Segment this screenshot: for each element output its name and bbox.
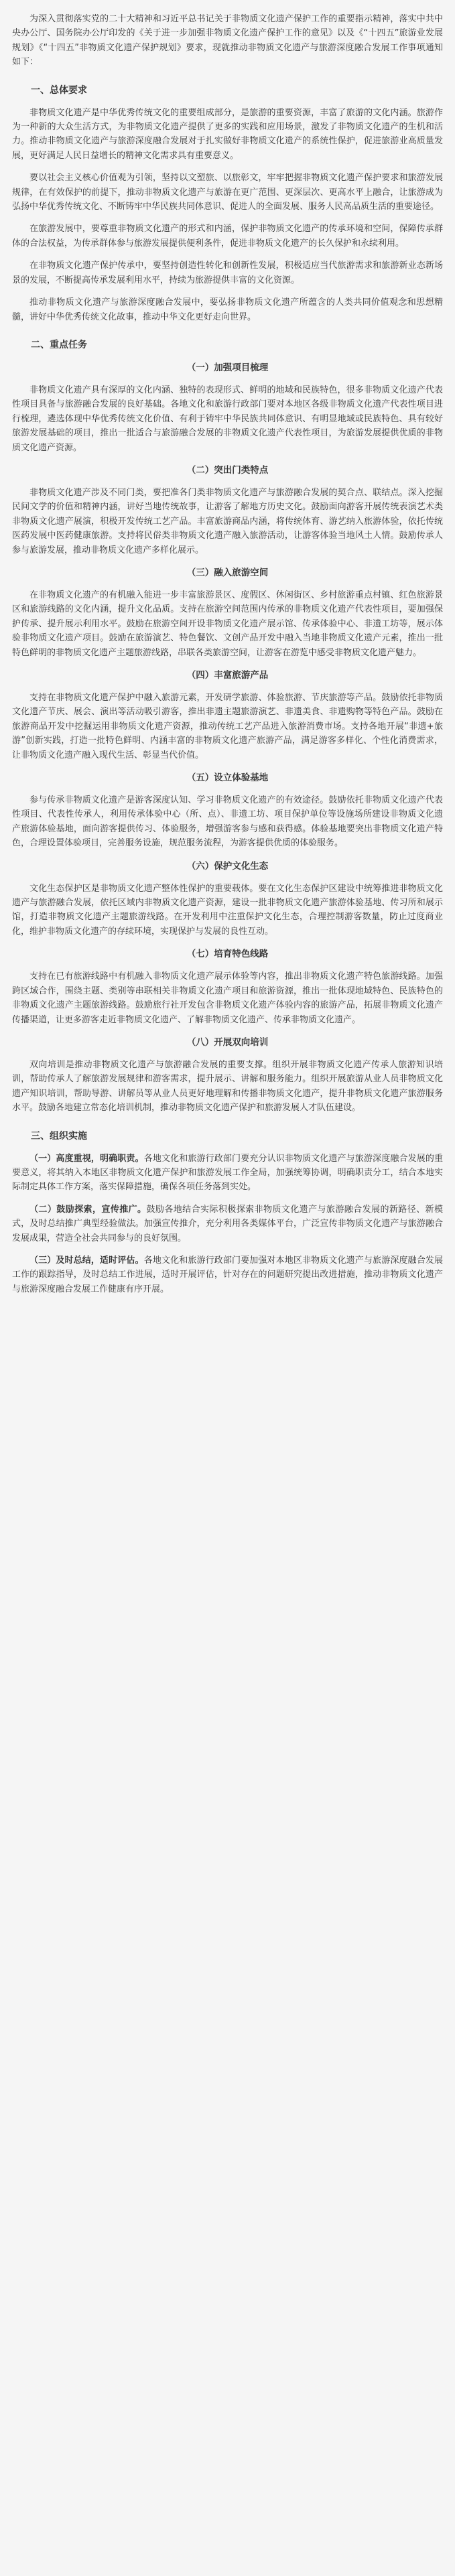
paragraph: 非物质文化遗产具有深厚的文化内涵、独特的表现形式、鲜明的地域和民族特色，很多非物质文化遗产代表性项目具备与旅游融合发展的良好基础。各地文化和旅游行政部门要对本地区各级非物质文化遗产代表性项目进行梳理，遴选体现中华优秀传统文化价值、有利于铸牢中华民族共同体意识、有明显地域或民族特色、具有较好旅游发展基础的项目，推出一批适合与旅游融合发展的非物质文化遗产代表性项目，为旅游发展提供优质的非物质文化遗产资源。	[12, 385, 443, 453]
subsection-heading: （四）丰富旅游产品	[186, 670, 269, 681]
paragraph: 非物质文化遗产涉及不同门类，要把准各门类非物质文化遗产与旅游融合发展的契合点、联结点。深入挖掘民间文学的价值和精神内涵，讲好当地传统故事，让游客了解地方历史文化。鼓励面向游客开展传统表演艺术类非物质文化遗产展演，积极开发传统工艺产品。丰富旅游商品内涵，将传统体育、游艺纳入旅游体验，依托传统医药发展中医药健康旅游。支持将民俗类非物质文化遗产融入旅游活动，让游客体验当地风土人情。鼓励传承人参与旅游发展，推动非物质文化遗产多样化展示。	[12, 487, 443, 555]
subsection-heading: （六）保护文化生态	[186, 860, 269, 872]
section-heading: 一、总体要求	[31, 84, 87, 96]
subsection-heading: （八）开展双向培训	[186, 1036, 269, 1048]
paragraph: 非物质文化遗产是中华优秀传统文化的重要组成部分，是旅游的重要资源，丰富了旅游的文化内涵。旅游作为一种新的大众生活方式，为非物质文化遗产提供了更多的实践和应用场景，激发了非物质文化遗产的生机和活力。推动非物质文化遗产与旅游深度融合发展对于扎实做好非物质文化遗产的系统性保护，促进旅游业高质量发展，更好满足人民日益增长的精神文化需求具有重要意义。	[12, 107, 443, 161]
paragraph: 为深入贯彻落实党的二十大精神和习近平总书记关于非物质文化遗产保护工作的重要指示精神，落实中共中央办公厅、国务院办公厅印发的《关于进一步加强非物质文化遗产保护工作的意见》以及《“十四五”旅游业发展规划》《“十四五”非物质文化遗产保护规划》要求，现就推动非物质文化遗产与旅游深度融合发展工作事项通知如下：	[12, 14, 443, 68]
paragraph: 参与传承非物质文化遗产是游客深度认知、学习非物质文化遗产的有效途径。鼓励依托非物质文化遗产代表性项目、代表性传承人，利用传承体验中心（所、点）、非遗工坊、项目保护单位等设施场所建设非物质文化遗产旅游体验基地，面向游客提供传习、体验服务，增强游客参与感和获得感。体验基地要突出非物质文化遗产特色，合理设置体验项目，完善服务设施，规范服务流程，为游客提供优质的体验服务。	[12, 795, 443, 849]
subsection-heading: （一）加强项目梳理	[186, 362, 269, 373]
section-heading: 三、组织实施	[31, 1130, 87, 1142]
paragraph	[12, 1253, 443, 1296]
paragraph: 支持在已有旅游线路中有机融入非物质文化遗产展示体验等内容，推出非物质文化遗产特色旅游线路。加强跨区域合作，围绕主题、类别等串联相关非物质文化遗产项目和旅游资源，推出一批体现地域特色、民族特色的非物质文化遗产主题旅游线路。鼓励旅行社开发包含非物质文化遗产体验内容的旅游产品，拓展非物质文化遗产传播渠道，让更多游客走近非物质文化遗产、了解非物质文化遗产、传承非物质文化遗产。	[12, 971, 443, 1025]
paragraph-lead: （二）鼓励探索，宣传推广。	[29, 1204, 147, 1215]
paragraph-text: 各地文化和旅游行政部门要加强对本地区非物质文化遗产与旅游深度融合发展工作的跟踪指导，及时总结工作进展，适时开展评估，针对存在的问题研究提出改进措施，推动非物质文化遗产与旅游深度融合发展工作健康有序开展。	[12, 1255, 443, 1294]
paragraph: 推动非物质文化遗产与旅游深度融合发展中，要弘扬非物质文化遗产所蕴含的人类共同价值观念和思想精髓，讲好中华优秀传统文化故事，推动中华文化更好走向世界。	[12, 297, 443, 322]
paragraph-text: 各地文化和旅游行政部门要充分认识非物质文化遗产与旅游深度融合发展的重要意义，将其纳入本地区非物质文化遗产保护和旅游发展工作全局，加强统筹协调，明确职责分工，结合本地实际制定具体工作方案，落实保障措施，确保各项任务落到实处。	[12, 1153, 443, 1193]
subsection-heading: （二）突出门类特点	[186, 464, 269, 476]
paragraph: 在旅游发展中，要尊重非物质文化遗产的形式和内涵，保护非物质文化遗产的传承环境和空间，保障传承群体的合法权益，为传承群体参与旅游发展提供便利条件，促进非物质文化遗产的长久保护和永续利用。	[12, 224, 443, 249]
subsection-heading: （五）设立体验基地	[186, 772, 269, 784]
paragraph: 在非物质文化遗产的有机融入能进一步丰富旅游景区、度假区、休闲街区、乡村旅游重点村镇、红色旅游景区和旅游线路的文化内涵，提升文化品质。支持在旅游空间范围内传承的非物质文化遗产代表性项目，要加强保护传承、提升展示利用水平。鼓励在旅游空间开设非物质文化遗产展示馆、传承体验中心、非遗工坊等，展示体验非物质文化遗产项目。鼓励在旅游演艺、特色餐饮、文创产品开发中融入当地非物质文化遗产元素，推出一批特色鲜明的非物质文化遗产主题旅游线路，串联各类旅游空间，让游客在游览中感受非物质文化遗产魅力。	[12, 590, 443, 658]
paragraph: 支持在非物质文化遗产保护中融入旅游元素，开发研学旅游、体验旅游、节庆旅游等产品。鼓励依托非物质文化遗产节庆、展会、演出等活动吸引游客，推出非遗主题旅游演艺、非遗美食、非遗购物等特色产品。鼓励在旅游商品开发中挖掘运用非物质文化遗产资源，推动传统工艺产品进入旅游消费市场。支持各地开展“非遗+旅游”创新实践，打造一批特色鲜明、内涵丰富的非物质文化遗产旅游产品，满足游客多样化、个性化消费需求，让非物质文化遗产融入现代生活、彰显当代价值。	[12, 693, 443, 760]
subsection-heading: （七）培育特色线路	[186, 949, 269, 960]
subsection-heading: （三）融入旅游空间	[186, 567, 269, 578]
paragraph: 文化生态保护区是非物质文化遗产整体性保护的重要载体。要在文化生态保护区建设中统筹推进非物质文化遗产与旅游融合发展，依托区域内非物质文化遗产资源，建设一批非物质文化遗产旅游体验基地、传习所和展示馆，打造非物质文化遗产主题旅游线路。在开发利用中注重保护文化生态，合理控制游客数量，防止过度商业化，维护非物质文化遗产的存续环境，实现保护与发展的良性互动。	[12, 883, 443, 937]
paragraph	[12, 1152, 443, 1195]
paragraph: 要以社会主义核心价值观为引领，坚持以文塑旅、以旅彰文，牢牢把握非物质文化遗产保护要求和旅游发展规律，在有效保护的前提下，推动非物质文化遗产与旅游在更广范围、更深层次、更高水平上融合，让旅游成为弘扬中华优秀传统文化、不断铸牢中华民族共同体意识、促进人的全面发展、服务人民高品质生活的重要途径。	[12, 173, 443, 212]
paragraph-text: 鼓励各地结合实际积极探索非物质文化遗产与旅游融合发展的新路径、新模式，及时总结推广典型经验做法。加强宣传推介，充分利用各类媒体平台，广泛宣传非物质文化遗产与旅游融合发展成果，营造全社会共同参与的良好氛围。	[12, 1204, 443, 1243]
paragraph-lead: （一）高度重视，明确职责。	[29, 1153, 144, 1164]
paragraph-lead: （三）及时总结，适时评估。	[29, 1255, 144, 1266]
paragraph	[12, 1203, 443, 1245]
paragraph: 双向培训是推动非物质文化遗产与旅游融合发展的重要支撑。组织开展非物质文化遗产传承人旅游知识培训，帮助传承人了解旅游发展规律和游客需求，提升展示、讲解和服务能力。组织开展旅游从业人员非物质文化遗产知识培训，帮助导游、讲解员等从业人员更好地理解和传播非物质文化遗产，提升非物质文化遗产旅游服务水平。鼓励各地建立常态化培训机制，推动非物质文化遗产保护和旅游发展人才队伍建设。	[12, 1059, 443, 1113]
section-heading: 二、重点任务	[31, 339, 87, 350]
paragraph: 在非物质文化遗产保护传承中，要坚持创造性转化和创新性发展，积极适应当代旅游需求和旅游新业态新场景的发展，不断提高传承发展利用水平，持续为旅游提供丰富的文化资源。	[12, 261, 443, 285]
